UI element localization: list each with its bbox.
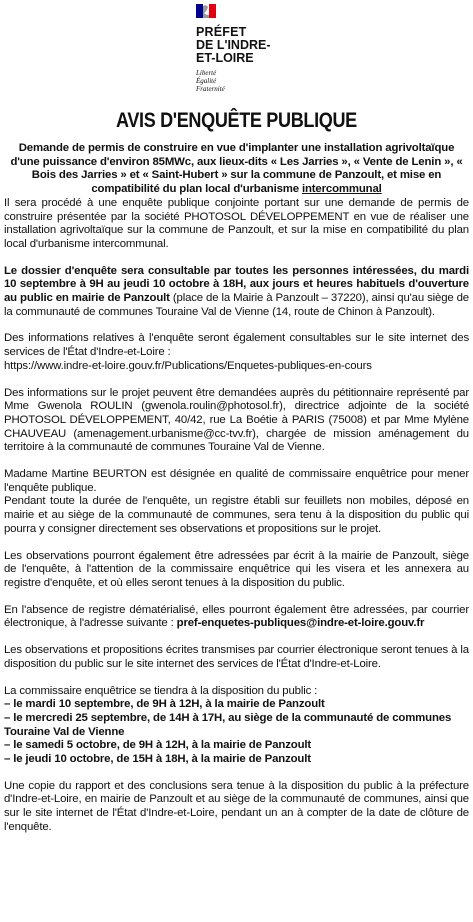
notice-body: [4, 142, 469, 835]
marianne-logo-icon: [196, 4, 216, 18]
logo-motto-liberte: Liberté: [196, 69, 217, 77]
notice-subject-underlined: intercommunal: [301, 183, 382, 196]
permanence-list: [4, 698, 469, 767]
paragraph-report: Une copie du rapport et des conclusions sera tenue à la disposition du public à la préfecture d'Indre-et-Loire, en mairie de Panzoult et au siège de la communauté de communes, ainsi que sur le site internet de l'État d'Indre-et-Loire, pendant un an à compter de la date de clôture de l'enquête.: [4, 779, 469, 833]
paragraph-written-observations: Les observations pourront également être adressées par écrit à la mairie de Panzoult, siège de l'enquête, à l'attention de la commissaire enquêtrice qui les visera et les annexera au registre d'enquête, et où elles seront tenues à la disposition du public.: [4, 549, 469, 589]
logo-motto-egalite: Égalité: [196, 77, 217, 85]
logo-line-prefet: PRÉFET: [196, 25, 247, 39]
paragraph-intro: Il sera procédé à une enquête publique conjointe portant sur une demande de permis de construire présentée par la société PHOTOSOL DÉVELOPPEMENT en vue de réaliser une installation agrivoltaïque sur la commune de Panzoult, et sur la mise en compatibilité du plan local d'urbanisme intercommunal.: [4, 196, 469, 250]
logo-line-loire: ET-LOIRE: [196, 51, 254, 65]
paragraph-contacts: Des informations sur le projet peuvent être demandées auprès du pétitionnaire représenté par Mme Gwenola ROULIN (gwenola.roulin@photosol.fr), directrice adjointe de la société PHOTOSOL DÉVELOPPEMENT, 40/42, rue La Boétie à PARIS (75008) et par Mme Mylène CHAUVEAU (amenagement.urbanisme@cc-tvv.fr), chargée de mission aménagement du territoire à la communauté de communes Touraine Val de Vienne.: [4, 386, 469, 454]
notice-title: AVIS D'ENQUÊTE PUBLIQUE: [115, 109, 357, 132]
paragraph-email: [4, 604, 469, 631]
list-item: – le mardi 10 septembre, de 9H à 12H, à la mairie de Panzoult: [4, 698, 325, 711]
paragraph-commissioner: Madame Martine BEURTON est désignée en qualité de commissaire enquêtrice pour mener l'enquête publique.: [4, 468, 469, 494]
paragraph-dossier-bold: Le dossier d'enquête sera consultable par toutes les personnes intéressées, du mardi 10 septembre à 9H au jeudi 10 octobre à 18H, aux jours et heures habituels d'ouverture au public en mairie de Panzoult: [4, 264, 469, 305]
prefecture-logo: [196, 4, 286, 104]
paragraph-email-observations: Les observations et propositions écrites transmises par courrier électronique seront tenues à la disposition du public sur le site internet des services de l'État d'Indre-et-Loire.: [4, 644, 469, 670]
logo-line-indre: DE L'INDRE-: [196, 38, 271, 52]
paragraph-email-text: En l'absence de registre dématérialisé, elles pourront également être adressées, par courrier électronique, à l'adresse suivante :: [4, 603, 469, 630]
notice-subject-text: Demande de permis de construire en vue d'implanter une installation agrivoltaïque d'une puissance d'environ 85MWc, aux lieux-dits « Les Jarries », « Vente de Lenin », « Bois des Jarries » et « Saint-Hubert » sur la commune de Panzoult, et mise en compatibilité du plan local d'urbanisme: [10, 142, 463, 196]
list-item: – le samedi 5 octobre, de 9H à 12H, à la mairie de Panzoult: [4, 739, 312, 752]
paragraph-register: Pendant toute la durée de l'enquête, un registre établi sur feuillets non mobiles, déposé en mairie et au siège de la communauté de communes, sera tenu à la disposition du public qui pourra y consigner directement ses observations et propositions sur le projet.: [4, 495, 469, 535]
website-url: https://www.indre-et-loire.gouv.fr/Publications/Enquetes-publiques-en-cours: [4, 359, 372, 372]
logo-motto-fraternite: Fraternité: [196, 85, 225, 93]
contact-email: pref-enquetes-publiques@indre-et-loire.gouv.fr: [176, 617, 425, 630]
paragraph-permanences: La commissaire enquêtrice se tiendra à la disposition du public :: [4, 684, 318, 697]
paragraph-dossier: [4, 265, 469, 320]
list-item: – le jeudi 10 octobre, de 15H à 18H, à la mairie de Panzoult: [4, 753, 311, 766]
list-item: – le mercredi 25 septembre, de 14H à 17H, au siège de la communauté de communes Touraine Val de Vienne: [4, 711, 452, 738]
notice-subject: [4, 142, 469, 197]
paragraph-dossier-rest: (place de la Mairie à Panzoult – 37220), ainsi qu'au siège de la communauté de communes Touraine Val de Vienne (14, route de Chinon à Panzoult).: [4, 292, 469, 318]
paragraph-website: Des informations relatives à l'enquête seront également consultables sur le site internet des services de l'État d'Indre-et-Loire :: [4, 332, 469, 359]
